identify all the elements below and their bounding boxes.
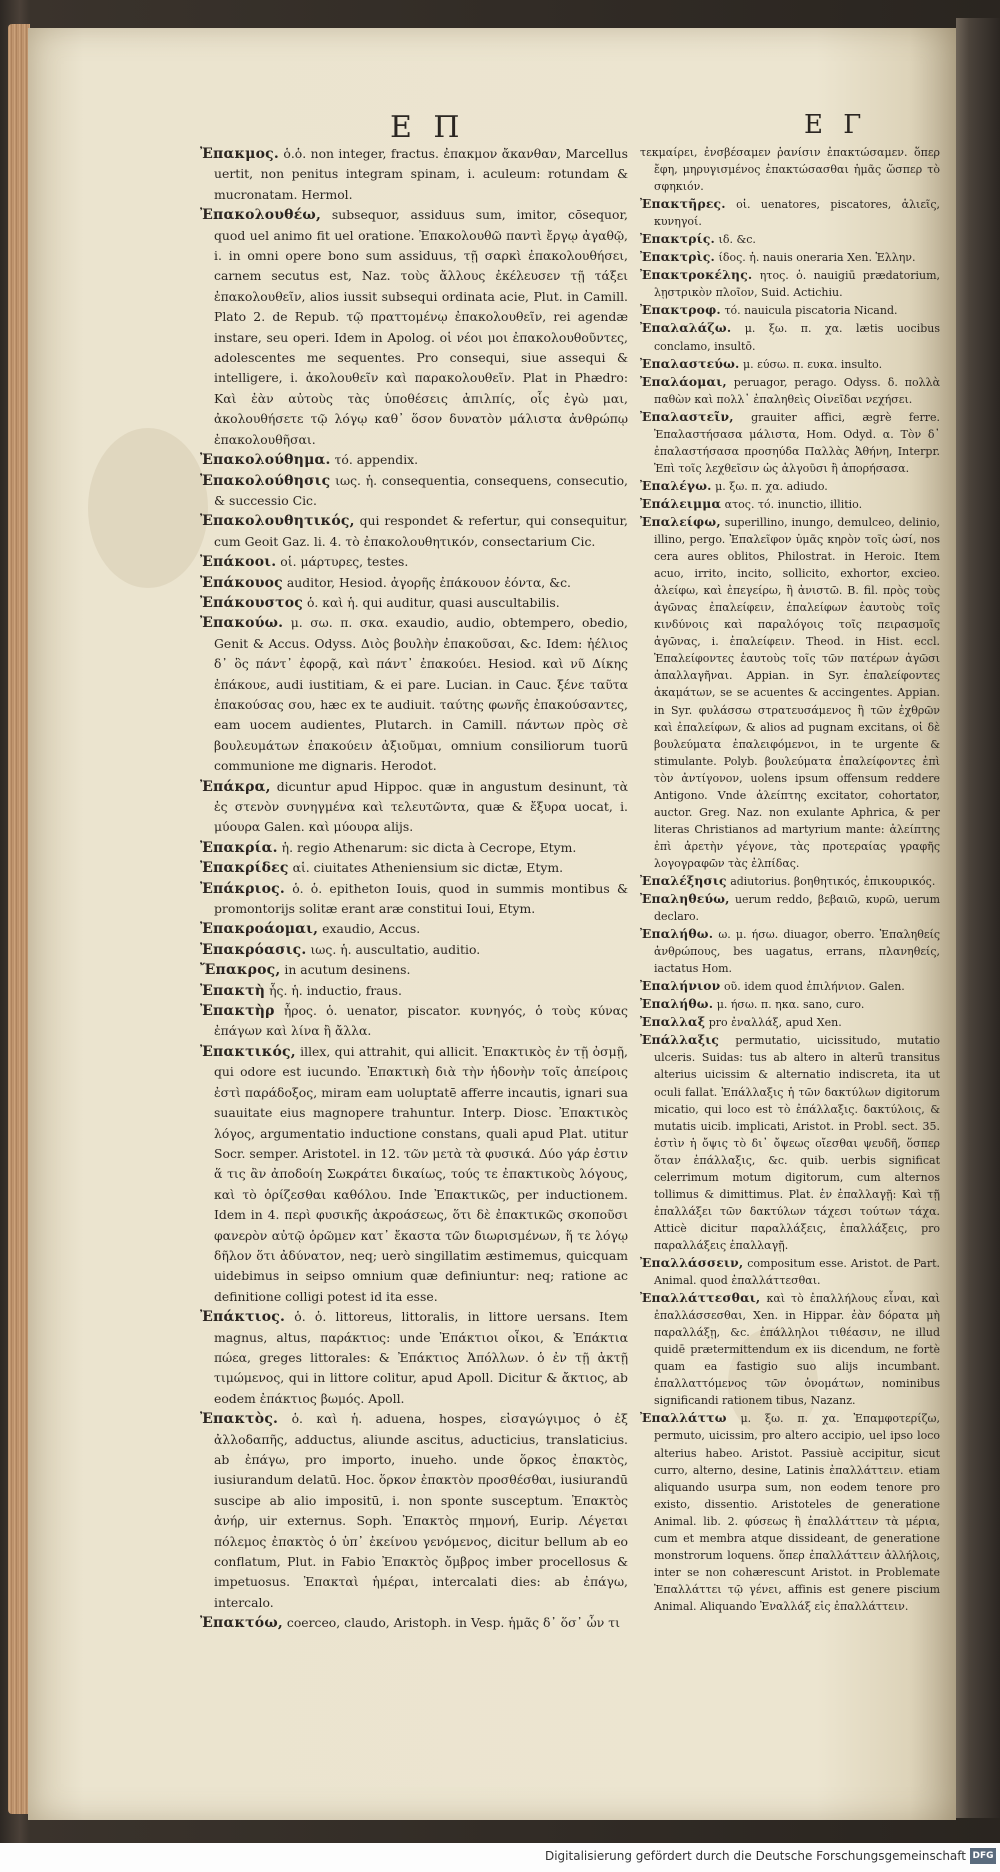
dictionary-entry <box>200 573 628 593</box>
dictionary-entry <box>200 1409 628 1613</box>
paper-stain <box>88 428 208 588</box>
entry-headword: Ἐπακτὴρ <box>200 1003 275 1020</box>
entry-text: exaudio, Accus. <box>322 921 421 937</box>
dictionary-entry <box>640 890 940 925</box>
entry-headword: Ἐπαλήθω. <box>640 926 714 942</box>
dictionary-entry <box>200 960 628 980</box>
entry-text: ἧς. ἡ. inductio, fraus. <box>269 982 402 998</box>
dictionary-entry <box>640 513 940 872</box>
entry-headword: Ἐπακούω. <box>200 615 284 632</box>
entry-headword: Ἐπακολούθησις <box>200 472 331 489</box>
entry-text: qui respondet & refertur, qui consequitur, cum Geoit Gaz. li. 4. τὸ ἐπακολουθητικόν, consectarium Cic. <box>214 513 628 549</box>
dictionary-entry <box>200 940 628 960</box>
entry-headword: Ἐπαλαστεύω. <box>640 355 740 371</box>
entry-headword: Ἐπαλαστεῖν, <box>640 408 734 424</box>
dictionary-entry <box>640 1031 940 1254</box>
dictionary-entry <box>640 1013 940 1031</box>
entry-headword: Ἐπαλέξησις <box>640 872 727 888</box>
entry-headword: Ἐπαλείφω, <box>640 513 721 529</box>
entry-headword: Ἐπακτροκέλης. <box>640 267 753 283</box>
dictionary-entry <box>640 266 940 301</box>
entry-headword: Ἐπαλαλάζω. <box>640 320 732 336</box>
dictionary-entry <box>640 477 940 495</box>
entry-text: μ. ξω. π. χα. adiudo. <box>715 479 828 493</box>
entry-text: subsequor, assiduus sum, imitor, cōsequor, quod uel animo fit uel oratione. Ἐπακολουθῶ παντὶ ἔργῳ ἀγαθῷ, i. in omni opere bono sum assiduus, τῇ σαρκὶ ἐπακολουθήσει, carnem secutus est, Naz. τοὺς ἄλλους ἐκέλευσεν τῇ τάξει ἐπακολουθεῖν, alios iussit subsequi ordinata acie, Plut. in Camill. Plato 2. de Repub. τῷ πραττομένῳ ἐπακολουθεῖν, rei agendæ instare, seu operi. Idem in Apolog. οἱ νέοι μοι ἐπακολουθοῦντες, adolescentes me sequentes. Pro consequi, siue assequi & intelligere, i. ἀκολουθεῖν καὶ παρακολουθεῖν. Plat in Phædro: Καὶ ἐὰν αὐτοὺς τὰς ὑποθέσεις ἀπιλπίς, οἷς ἐγὼ μαι, ἀκολουθήσετε τῷ λόγῳ καθ᾽ ὅσον δυνατὸν μάλιστα ἀνθρώπῳ ἐπακολουθῆσαι. <box>214 207 628 447</box>
entry-text: ίδος. ἡ. nauis oneraria Xen. Ἑλλην. <box>718 251 916 265</box>
entry-headword: Ἐπάκρα, <box>200 778 271 795</box>
entry-text: ἦρος. ὁ. uenator, piscator. κυνηγός, ὁ τοὺς κύνας ἐπάγων καὶ λίνα ἢ ἄλλα. <box>214 1003 628 1039</box>
entry-text: ὁ. καὶ ἡ. aduena, hospes, εἰσαγώγιμος ὁ ἐξ ἀλλοδαπῆς, adductus, aliunde ascitus, aducticius, translaticius. ab ἐπάγω, pro importo, inueho. unde ὅρκος ἐπακτὸς, iusiurandum delatū. Hoc. ὅρκον ἐπακτὸν προσθέσθαι, iusiurandū suscipe ab alio impositū, i. non sponte susceptum. Ἐπακτὸς ἀνήρ, uir externus. Soph. Ἐπακτὸς πημονή, Eurip. Λέγεται πόλεμος ἐπακτὸς ὁ ὑπ᾽ ἐκείνου γενόμενος, dicitur bellum ab eo conflatum, Plut. in Fabio Ἐπακτὸς ὄμβρος imber procellosus & impetuosus. Ἐπακταὶ ἡμέραι, intercalati dies: ab ἐπάγω, intercalo. <box>214 1411 628 1610</box>
dictionary-entry <box>200 205 628 450</box>
entry-text: superillino, inungo, demulceo, delinio, illino, pergo. Ἐπαλεῖφον ὑμᾶς κηρὸν τοῖς ὠσί, nos cera aures oblitos, Philostrat. in Heroic. Item acuo, irrito, incito, sollicito, exhortor, excieo. ἀλείφω, καὶ ἐπεγείρω, ἢ ἀνιστῶ. B. fil. πρὸς τοὺς ἀγῶνας ἐπαλείφειν, ἐπαλείφων ἑαυτοὺς τοῖς κινδύνοις καὶ παραλόγοις τοῖς πειρασμοῖς ἀγῶνας, i. ἐπαλείφειν. Theod. in Hist. eccl. Ἐπαλείφοντες ἑαυτοὺς τοῖς τῶν πατέρων ἀγῶσι ἀπαλλαγῆναι. Appian. in Syr. ἐπαλείφοντες ἀκαμάτων, se se acuentes & accingentes. Appian. in Syr. φυλάσσω στρατευσάμενος ἢ τῶν ἐχθρῶν καὶ ἐπαλείφων, & alios ad pugnam excitans, οἱ δὲ βουλεύματα ἐπαλειφόμενοι, in te urgente & stimulante. Polyb. βουλεύματα ἐπαλείφοντες ἐπὶ τὸν ἀντίγονον, uolens ipsum offensum reddere Antigono. Vnde ἀλείπτης excitator, cohortator, auctor. Greg. Naz. non exulante Aphrica, & per literas Christianos ad martyrium mante: ἀλείπτης ἐπὶ ἀρετὴν γέγονε, τὰς προτεραίας γραφῆς λογογραφῶν τὰς ἐλπίδας. <box>654 515 940 870</box>
entry-headword: Ἐπακρόασις. <box>200 941 307 958</box>
entry-text: ὁ.ὁ. non integer, fractus. ἐπακμον ἄκανθαν, Marcellus uertit, non penitus integram spinam, i. aculeum: rotundam & mucronatam. Hermol. <box>214 146 628 202</box>
dictionary-entry <box>200 511 628 552</box>
entry-headword: Ἐπακτῆρες. <box>640 196 726 212</box>
dictionary-entry <box>200 450 628 470</box>
dictionary-entry <box>200 919 628 939</box>
entry-headword: Ἐπαλλάττω <box>640 1410 727 1426</box>
entry-headword: Ἐπάλειμμα <box>640 495 722 511</box>
entry-headword: Ἐπαλέγω. <box>640 477 712 493</box>
entry-text: ὁ. ὁ. epitheton Iouis, quod in summis montibus & promontorijs solitæ erant aræ constitui Ioui, Etym. <box>214 880 628 917</box>
dictionary-entry <box>640 995 940 1013</box>
entry-headword: Ἐπάκτιος. <box>200 1309 286 1326</box>
dictionary-entry <box>640 925 940 977</box>
dictionary-entry <box>640 872 940 890</box>
dictionary-entry <box>640 1289 940 1409</box>
dictionary-entry <box>640 373 940 408</box>
entry-text: ἡ. regio Athenarum: sic dicta à Cecrope, Etym. <box>281 839 577 855</box>
right-column <box>640 144 940 1654</box>
entry-text: adiutorius. βοηθητικός, ἐπικουρικός. <box>730 874 936 888</box>
dictionary-entry <box>200 613 628 776</box>
footer-bar <box>0 1843 1000 1872</box>
dictionary-entry <box>640 355 940 373</box>
entry-text: οἱ. μάρτυρες, testes. <box>280 554 409 570</box>
dictionary-entry <box>200 593 628 613</box>
entry-headword: Ἐπάκουος <box>200 574 283 591</box>
entry-headword: Ἐπαλλαξ <box>640 1014 706 1030</box>
entry-text: μ. ξω. π. χα. Ἐπαμφοτερίζω, permuto, uicissim, pro altero accipio, uel ipso loco alterius habeo. Aristot. Passiuè accipitur, sicut curro, alterno, desine, Latinis ἐπαλλάττειν. etiam aliquando usurpa sum, non eodem tenore pro existo, dissentio. Aristoteles de generatione Animal. lib. 2. φύσεως ἢ ἐπαλλάττειν τὰ μέρια, cum et membra atque dissideant, de generatione monstrorum loquens. ὅπερ ἐπαλλάττειν ἀλλήλοις, inter se non cohærescunt Aristot. in Problemate Ἐπαλλάττει τῷ γένει, affinis est genere piscium Animal. Aliquando Ἐναλλάξ εἰς ἐπαλλάττειν. <box>654 1412 940 1613</box>
entry-text: τό. appendix. <box>334 452 419 468</box>
entry-text: ητος. ὁ. nauigiū prædatorium, λῃστρικὸν πλοῖον, Suid. Actichiu. <box>654 269 940 300</box>
entry-text: compositum esse. Aristot. de Part. Animal. quod ἐπαλλάττεσθαι. <box>654 1257 940 1288</box>
entry-headword: Ἐπακρία. <box>200 839 278 856</box>
entry-text: coerceo, claudo, Aristoph. in Vesp. ἡμᾶς δ᾽ ὅσ᾽ ὦν τι <box>286 1615 620 1631</box>
entry-text: permutatio, uicissitudo, mutatio ulceris. Suidas: tus ab altero in alterū transitus alterius uicissim & alternatio indiscreta, ita ut oculi fallat. Ἐπάλλαξις ἡ τῶν δακτύλων digitorum micatio, qui loco est τὸ ἐπάλλαξις. δακτύλοις, & mutatis uicib. implicati, Aristot. in Probl. sect. 35. ἐστὶν ἡ ὄψις τὸ δι᾽ ὄψεως οἴεσθαι ψευδῆ, ὅσπερ ὅταν ἐπάλλαξις, &c. quib. uerbis significat celerrimum motum digitorum, cum alternos tollimus & dimittimus. Plat. ἐν ἐπαλλαγῇ: Καὶ τῇ ἐπαλλάξει τῶν δακτύλων τάχεσι τούτων τάχα. Atticè dicitur παραλλάξεις, ἐπαλλάξεις, pro παραλλάξεις ἐπαλλαγῇ. <box>654 1034 940 1252</box>
entry-headword: Ἐπακτρὶς. <box>640 249 716 265</box>
entry-headword: Ἐπαλήθω. <box>640 996 714 1012</box>
dictionary-entry <box>640 195 940 230</box>
entry-headword: Ἐπάλλαξις <box>640 1032 720 1048</box>
dictionary-entry <box>640 1409 940 1615</box>
entry-text: illex, qui attrahit, qui allicit. Ἐπακτικὸς ἐν τῇ ὀσμῇ, qui odore est iucundo. Ἐπακτικὴ διὰ τὴν ἡδονὴν τοῖς ἀπείροις ἐστὶ παράδοξος, miram eam uoluptatē afferre incautis, ignari sua suauitate eius magnopere trahuntur. Interp. Diosc. Ἐπακτικὸς λόγος, argumentatio inductione constans, quali apud Plat. utitur Socr. semper. Aristotel. in 12. τῶν μετὰ τὰ φυσικά. Δύο γάρ ἐστιν ἅ τις ἂν ἀποδοίη Σωκράτει δικαίως, τούς τε ἐπακτικοὺς λόγους, καὶ τὸ ὁρίζεσθαι καθόλου. Inde Ἐπακτικῶς, per inductionem. Idem in 4. περὶ φυσικῆς ἀκροάσεως, ὅτι δὲ ἐπακτικῶς σκοποῦσι φανερὸν αὐτῷ ὁρῶμεν κατ᾽ ἔκαστα τῶν διωρισμένων, ἥ τε λόγῳ δῆλον ὅτι ἀδύνατον, neq; uerò singillatim æstimemus, quicquam uidebimus in seipso omnium quæ definiuntur: neq; ratione ac definitione colligi potest id ita esse. <box>214 1043 628 1304</box>
dictionary-entry <box>200 471 628 512</box>
dictionary-entry <box>200 879 628 920</box>
entry-headword: Ἐπαλάομαι, <box>640 373 727 389</box>
entry-text: in acutum desinens. <box>284 962 411 978</box>
entry-headword: Ἐπακροάομαι, <box>200 921 319 938</box>
funding-note: Digitalisierung gefördert durch die Deutsche Forschungsgemeinschaft <box>544 1849 966 1863</box>
entry-text: ὁ. καὶ ἡ. qui auditur, quasi auscultabilis. <box>306 594 560 610</box>
entry-text: grauiter affici, ægrè ferre. Ἐπαλαστήσασα μάλιστα, Hom. Odyd. α. Τὸν δ᾽ ἐπαλαστήσασα προσηύδα Παλλὰς Ἀθήνη, Interpr. Ἐπὶ τοῖς λεχθεῖσιν ὡς ἀλγοῦσι ἢ ἀπορήσασα. <box>654 410 940 475</box>
entry-text: auditor, Hesiod. ἀγορῆς ἐπάκουον ἐόντα, &c. <box>286 574 571 590</box>
dictionary-entry <box>200 1042 628 1307</box>
entry-headword: Ἐπακμος. <box>200 146 279 162</box>
dictionary-entry <box>640 977 940 995</box>
dictionary-entry <box>200 777 628 838</box>
entry-text: αἱ. ciuitates Atheniensium sic dictæ, Etym. <box>292 860 564 876</box>
entry-headword: Ἐπακτρίς. <box>640 231 716 247</box>
entry-headword: Ἐπάκουστος <box>200 594 304 611</box>
dictionary-entry <box>200 1307 628 1409</box>
dictionary-entry <box>640 1254 940 1289</box>
dictionary-entry <box>200 1001 628 1042</box>
entry-headword: Ἐπακολουθητικός, <box>200 513 355 530</box>
running-head-right: Ε Γ <box>804 110 868 140</box>
entry-headword: Ἐπακτροφ. <box>640 302 721 318</box>
dictionary-entry <box>640 144 940 195</box>
entry-text: uerum reddo, βεβαιῶ, κυρῶ, uerum declaro. <box>654 893 940 924</box>
entry-text: οῦ. idem quod ἐπιλήνιον. Galen. <box>723 980 905 994</box>
entry-text: pro ἐναλλάξ, apud Xen. <box>708 1016 842 1030</box>
dictionary-entry <box>200 552 628 572</box>
entry-text: καὶ τὸ ἐπαλλήλους εἶναι, καὶ ἐπαλλάσσεσθαι, Xen. in Hippar. ἐὰν δόρατα μὴ παραλλάξῃ, &c. ἐπάλληλοι τιθέασιν, ne illud quidē prætermittendum ex iis dicendum, ne fortè quam ea fastigio suo alijs incumbant. ἐπαλλαττόμενος τῶν ὀνομάτων, nominibus significandi rationem tibus, Nazanz. <box>654 1292 940 1408</box>
entry-text: ὁ. ὁ. littoreus, littoralis, in littore uersans. Item magnus, altus, παράκτιος: unde Ἐπάκτιοι οἶκοι, & Ἐπάκτια πώεα, greges littorales: & Ἐπάκτιος Ἀπόλλων. ὁ ἐν τῇ ἀκτῇ τιμώμενος, qui in littore colitur, apud Apoll. Dicitur & ἄκτιος, ab eodem ἐπάκτιος βωμός. Apoll. <box>214 1309 628 1406</box>
dictionary-entry <box>200 838 628 858</box>
entry-text: τό. nauicula piscatoria Nicand. <box>724 304 898 318</box>
entry-headword: Ἐπαληθεύω, <box>640 891 730 907</box>
entry-headword: Ἐπακτόω, <box>200 1615 283 1632</box>
left-column <box>200 144 628 1654</box>
entry-text: ιδ. &c. <box>718 233 756 247</box>
entry-text: ιως. ἡ. auscultatio, auditio. <box>310 941 481 957</box>
dictionary-entry <box>640 301 940 319</box>
dictionary-entry <box>200 981 628 1001</box>
dfg-logo: DFG <box>970 1848 996 1864</box>
entry-text: μ. σω. π. σκα. exaudio, audio, obtempero, obedio, Genit & Accus. Odyss. Διὸς βουλὴν ἐπακοῦσαι, &c. Idem: ἠέλιος δ᾽ ὃς πάντ᾽ ἐφορᾷ, καὶ πάντ᾽ ἐπακούει. Hesiod. καὶ νῦ Δίκης ἐπάκουε, audi iustitiam, & ei pare. Lucian. in Cauc. ξένε ταῦτα ἐπακούσας σου, hæc ex te audiuit. ταύτης φωνῆς ἐπακούσαντες, eam uocem audientes, Plutarch. in Camill. πάντων πρὸς σὲ βουλευμάτων ἐπακούειν ἀξιοῦμαι, omnium consiliorum tuorū communione me dignaris. Herodot. <box>214 615 628 774</box>
entry-headword: Ἐπακολουθέω, <box>200 207 322 224</box>
entry-headword: Ἐπακτὸς. <box>200 1411 279 1428</box>
entry-text: ιως. ἡ. consequentia, consequens, consecutio, & successio Cic. <box>214 472 628 508</box>
entry-headword: Ἐπακρίδες <box>200 860 289 877</box>
entry-text: peruagor, perago. Odyss. δ. πολλὰ παθὼν καὶ πολλ᾽ ἐπαληθεὶς Οἰνεῖδαι νεχήσει. <box>654 375 940 406</box>
book-binding <box>956 18 1000 1818</box>
entry-headword: Ἐπαλλάττεσθαι, <box>640 1290 761 1306</box>
entry-headword: Ἐπαλλάσσειν, <box>640 1255 744 1270</box>
entry-text: τεκμαίρει, ἐνσβέσαμεν ῥανίσιν ἐπακτώσαμεν. ὅπερ ἔφη, μηρυγισμένος ἐπακτώσασθαι ἡμᾶς ὥσπερ τὸ σφηκιόν. <box>640 146 940 194</box>
dictionary-entry <box>640 230 940 248</box>
dictionary-entry <box>200 1613 628 1633</box>
entry-text: μ. εύσω. π. ευκα. insulto. <box>743 357 883 371</box>
running-head-left: Ε Π <box>390 110 466 145</box>
dictionary-entry <box>640 495 940 513</box>
entry-headword: Ἐπακτὴ <box>200 982 266 999</box>
entry-text: ω. μ. ήσω. diuagor, oberro. Ἐπαληθείς ἀνθρώπους, bes uagatus, errans, πλανηθείς, iactatus Hom. <box>654 928 940 976</box>
dictionary-entry <box>640 408 940 477</box>
entry-headword: Ἐπαλήνιον <box>640 978 721 994</box>
page-edge <box>8 24 30 1814</box>
entry-headword: Ἐπακολούθημα. <box>200 452 331 469</box>
dictionary-entry <box>200 144 628 205</box>
dictionary-entry <box>640 248 940 266</box>
entry-text: ατος. τό. inunctio, illitio. <box>724 497 863 511</box>
entry-headword: Ἐπακτικός, <box>200 1043 296 1060</box>
entry-text: μ. ήσω. π. ηκα. sano, curo. <box>716 998 865 1012</box>
entry-headword: Ἐπάκριος. <box>200 880 285 897</box>
entry-text: dicuntur apud Hippoc. quæ in angustum desinunt, τὰ ἐς στενὸν συνηγμένα καὶ τελευτῶντα, quæ & ἔξυρα uocat, i. μύουρα Galen. καὶ μύουρα alijs. <box>214 778 628 835</box>
entry-headword: Ἔπακρος, <box>200 962 281 979</box>
dictionary-entry <box>200 858 628 878</box>
entry-headword: Ἐπάκοοι. <box>200 554 277 571</box>
dictionary-entry <box>640 319 940 354</box>
entry-text: οἱ. uenatores, piscatores, ἁλιεῖς, κυνηγοί. <box>654 198 940 229</box>
entry-text: μ. ξω. π. χα. lætis uocibus conclamo, insultō. <box>654 322 940 353</box>
